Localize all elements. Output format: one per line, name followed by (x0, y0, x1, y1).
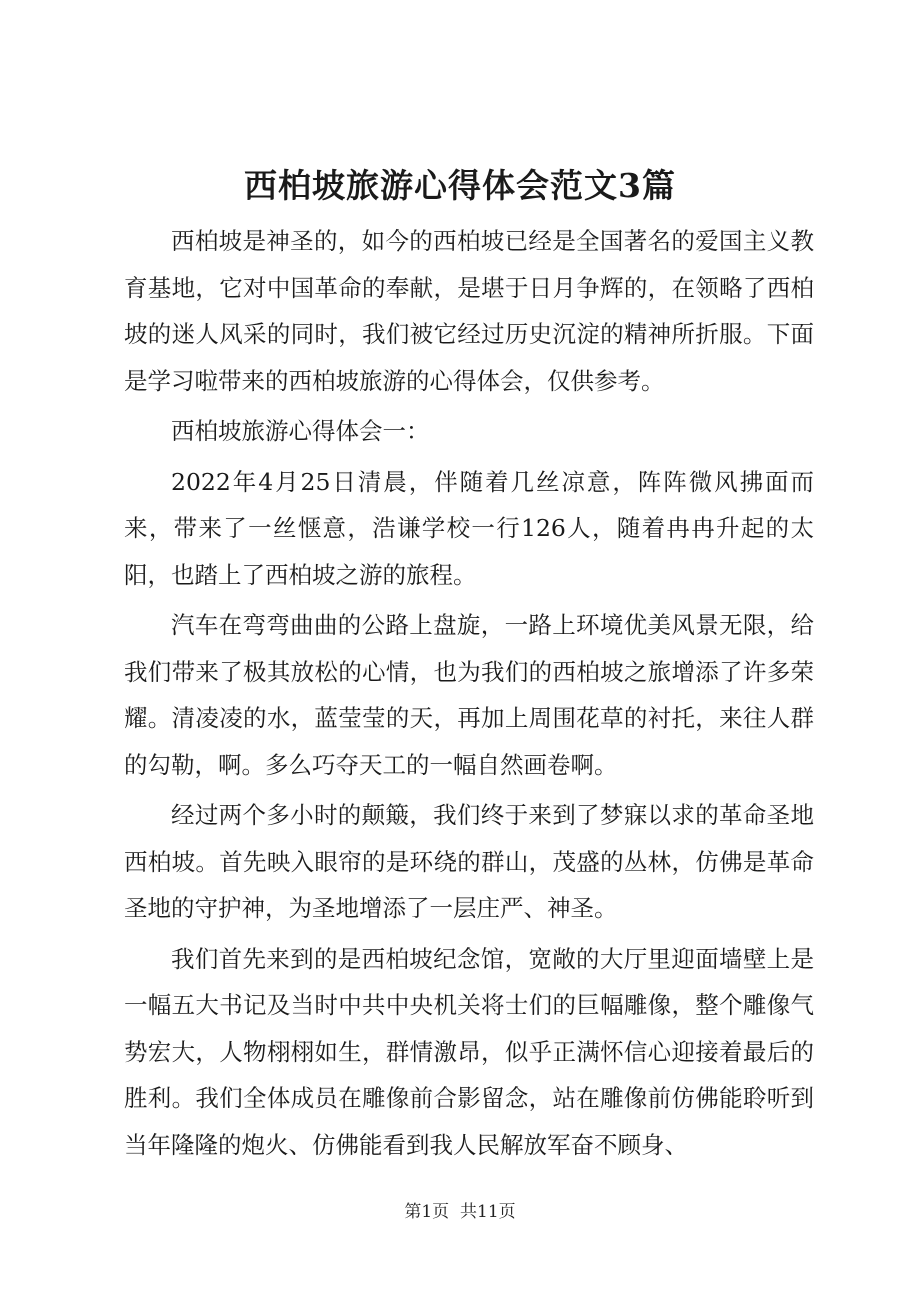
page-footer (0, 1198, 920, 1226)
paragraph-body: 2022年4月25日清晨，伴随着几丝凉意，阵阵微风拂面而来，带来了一丝惬意，浩谦学校一行126人，随着冉冉升起的太阳，也踏上了西柏坡之游的旅程。 (124, 467, 814, 589)
paragraph-section-heading: 西柏坡旅游心得体会一： (171, 417, 430, 445)
paragraph-body: 经过两个多小时的颠簸，我们终于来到了梦寐以求的革命圣地西柏坡。首先映入眼帘的是环绕的群山，茂盛的丛林，仿佛是革命圣地的守护神，为圣地增添了一层庄严、神圣。 (124, 801, 814, 922)
page-total: 共11页 (460, 1202, 516, 1222)
page-number: 第1页 (404, 1202, 450, 1222)
document-title: 西柏坡旅游心得体会范文3篇 (244, 166, 676, 205)
paragraph-intro: 西柏坡是神圣的，如今的西柏坡已经是全国著名的爱国主义教育基地，它对中国革命的奉献，是堪于日月争辉的，在领略了西柏坡的迷人风采的同时，我们被它经过历史沉淀的精神所折服。下面是学习啦带来的西柏坡旅游的心得体会，仅供参考。 (124, 227, 814, 395)
paragraph-body: 汽车在弯弯曲曲的公路上盘旋，一路上环境优美风景无限，给我们带来了极其放松的心情，也为我们的西柏坡之旅增添了许多荣耀。清凌凌的水，蓝莹莹的天，再加上周围花草的衬托，来往人群的勾勒，啊。多么巧夺天工的一幅自然画卷啊。 (124, 611, 814, 779)
paragraph-body: 我们首先来到的是西柏坡纪念馆，宽敞的大厅里迎面墙壁上是一幅五大书记及当时中共中央机关将士们的巨幅雕像，整个雕像气势宏大，人物栩栩如生，群情激昂，似乎正满怀信心迎接着最后的胜利。我们全体成员在雕像前合影留念，站在雕像前仿佛能聆听到当年隆隆的炮火、仿佛能看到我人民解放军奋不顾身、 (124, 944, 814, 1159)
document-body (124, 218, 814, 1172)
